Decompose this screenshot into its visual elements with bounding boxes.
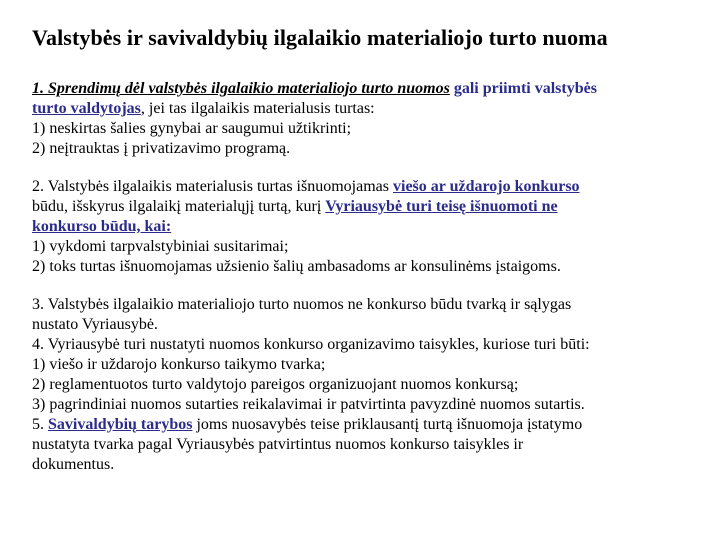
- section-1-line-2-text: , jei tas ilgalaikis materialusis turtas:: [140, 100, 375, 117]
- section-3-line-6: 3) pagrindiniai nuomos sutarties reikalavimai ir patvirtinta pavyzdinė nuomos sutartis.: [32, 396, 585, 413]
- section-3-line-3: 4. Vyriausybė turi nustatyti nuomos konkurso organizavimo taisykles, kuriose turi būti:: [32, 336, 590, 353]
- section-3-line-1: 3. Valstybės ilgalaikio materialiojo turto nuomos ne konkurso būdu tvarką ir sąlygas: [32, 296, 572, 313]
- section-1-line-2: [32, 99, 692, 119]
- section-2-line-2: [32, 197, 692, 217]
- section-3: [32, 295, 692, 475]
- section-1-heading: 1. Sprendimų dėl valstybės ilgalaikio materialiojo turto nuomos: [32, 80, 450, 97]
- section-3-line-4: 1) viešo ir uždarojo konkurso taikymo tvarka;: [32, 356, 326, 373]
- section-3-line-8: nustatyta tvarka pagal Vyriausybės patvirtintus nuomos konkurso taisykles ir: [32, 436, 524, 453]
- section-2-highlight-2: Vyriausybė turi teisę išnuomoti ne: [325, 198, 558, 215]
- section-2: [32, 177, 692, 277]
- section-3-line-7: [32, 415, 692, 435]
- section-3-line-9: dokumentus.: [32, 456, 115, 473]
- section-3-line-2: nustato Vyriausybė.: [32, 316, 158, 333]
- section-2-item-1: 1) vykdomi tarpvalstybiniai susitarimai;: [32, 238, 289, 255]
- section-3-line-5: 2) reglamentuotos turto valdytojo pareigos organizuojant nuomos konkursą;: [32, 376, 519, 393]
- section-2-line-3: [32, 217, 692, 237]
- section-1-item-2: 2) neįtrauktas į privatizavimo programą.: [32, 140, 291, 157]
- section-2-highlight-3: konkurso būdu, kai:: [32, 218, 172, 235]
- section-2-item-2: 2) toks turtas išnuomojamas užsienio šalių ambasadoms ar konsulinėms įstaigoms.: [32, 258, 561, 275]
- section-1: [32, 79, 692, 159]
- content-body: [32, 79, 692, 475]
- section-1-highlight-b: turto valdytojas: [32, 100, 141, 117]
- section-1-line-1: [32, 79, 692, 99]
- section-2-line-1: [32, 177, 692, 197]
- section-2-line-2-text: būdu, išskyrus ilgalaikį materialųjį turtą, kurį: [32, 198, 326, 215]
- section-3-line-7-number: 5.: [32, 416, 48, 433]
- section-2-highlight-1: viešo ar uždarojo konkurso: [393, 178, 580, 195]
- section-3-highlight: Savivaldybių tarybos: [48, 416, 193, 433]
- page-title: Valstybės ir savivaldybių ilgalaikio materialiojo turto nuoma: [32, 25, 608, 50]
- section-1-highlight-a: gali priimti valstybės: [449, 80, 597, 97]
- section-2-line-1-text: 2. Valstybės ilgalaikis materialusis turtas išnuomojamas: [32, 178, 393, 195]
- section-3-line-7-text: joms nuosavybės teise priklausantį turtą išnuomoja įstatymo: [192, 416, 583, 433]
- section-1-item-1: 1) neskirtas šalies gynybai ar saugumui užtikrinti;: [32, 120, 352, 137]
